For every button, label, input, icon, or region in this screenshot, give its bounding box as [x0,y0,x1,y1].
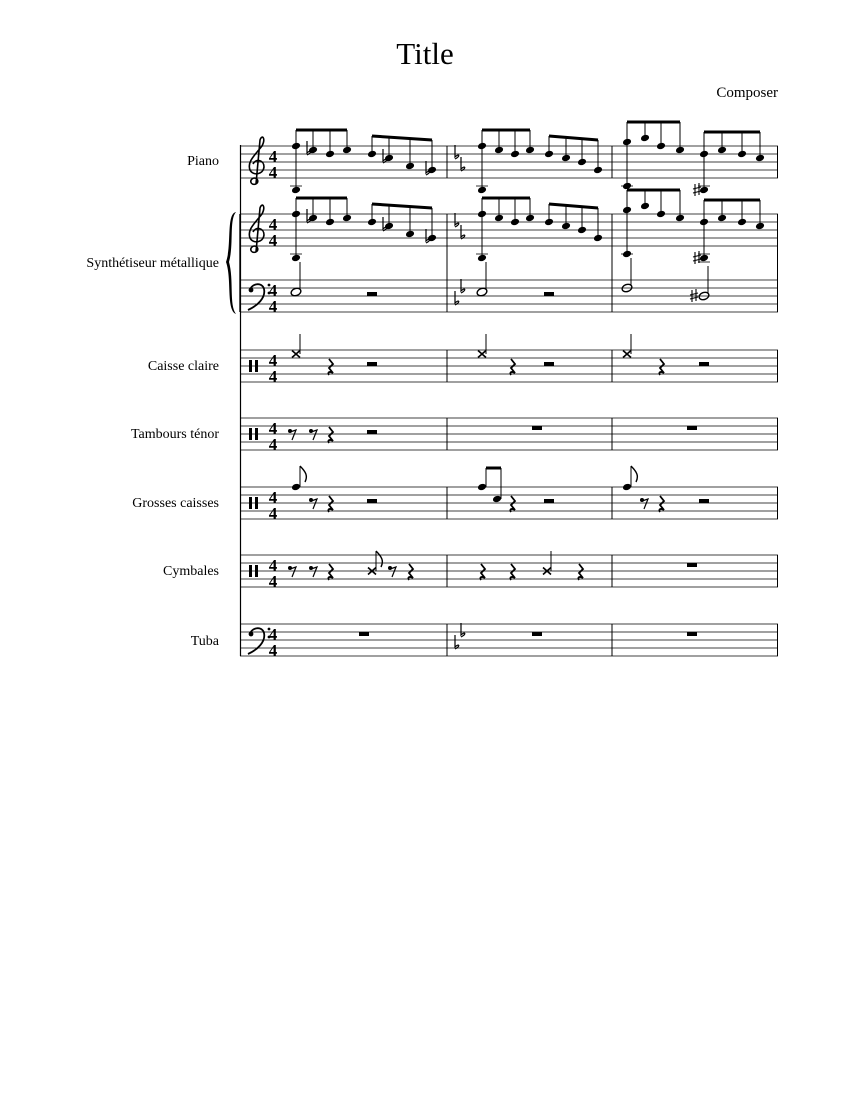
svg-text:4: 4 [268,504,278,523]
bass-clef-icon [248,628,270,654]
synth-treble-stems [296,190,760,258]
instrument-label-snare: Caisse claire [147,359,219,374]
treble-clef-icon [249,205,264,252]
svg-text:4: 4 [268,556,278,575]
instrument-label-piano: Piano [187,154,219,169]
svg-text:4: 4 [268,488,278,507]
svg-text:4: 4 [268,281,278,300]
piano-staff [240,146,778,178]
piano-notes [291,134,765,195]
snare-notes [292,334,709,375]
instrument-label-cymbals: Cymbales [163,564,219,579]
tenor-staff [240,418,778,450]
svg-text:4: 4 [268,231,278,250]
key-signature-flats [455,145,465,649]
grand-staff-brace [226,212,236,314]
synth-treble-beams [296,190,760,208]
measure-barlines [447,146,778,656]
tenor-notes [288,426,697,443]
svg-text:4: 4 [268,163,278,182]
svg-text:4: 4 [268,147,278,166]
snare-staff [240,350,778,382]
svg-text:4: 4 [268,367,278,386]
bass-clef-icon [248,284,270,310]
svg-text:4: 4 [268,572,278,591]
svg-text:4: 4 [268,625,278,644]
svg-text:4: 4 [268,215,278,234]
synth-treble-notes [291,202,765,263]
cymbals-staff [240,555,778,587]
svg-text:4: 4 [268,297,278,316]
synth-treble-staff [240,214,778,246]
instrument-label-bass-drums: Grosses caisses [132,496,219,511]
synth-bass-staff [240,280,778,312]
piano-stems [296,122,760,190]
tuba-notes [359,632,697,636]
bass-drums-staff [240,487,778,519]
svg-text:4: 4 [268,641,278,660]
tuba-staff [240,624,778,656]
time-signature [269,147,278,660]
composer-name: Composer [716,85,778,101]
score-title: Title [396,36,454,71]
instrument-label-synth: Synthétiseur métallique [86,256,219,271]
piano-beams [296,122,760,140]
svg-text:4: 4 [268,419,278,438]
svg-text:4: 4 [268,435,278,454]
treble-clef-icon [249,137,264,184]
percussion-clef-icon [249,360,258,577]
instrument-label-tenor: Tambours ténor [130,427,219,442]
bass-drums-notes [291,466,709,512]
svg-text:4: 4 [268,351,278,370]
instrument-label-tuba: Tuba [190,634,219,649]
